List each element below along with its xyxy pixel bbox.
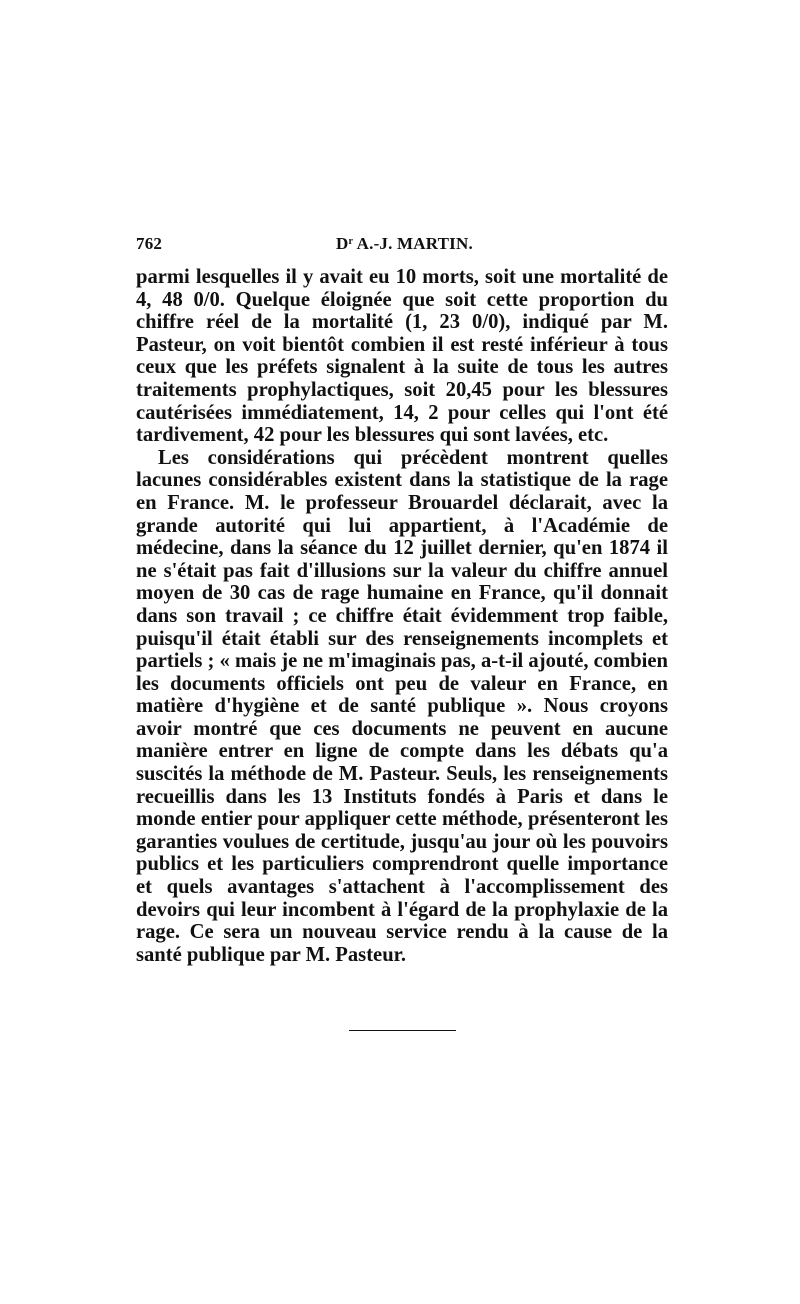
running-head-author <box>336 234 473 254</box>
author-superscript: r <box>348 236 354 247</box>
page-header <box>136 234 668 258</box>
author-name: A.-J. MARTIN. <box>353 234 473 253</box>
author-prefix: D <box>336 234 349 253</box>
page-number: 762 <box>136 234 163 253</box>
paragraph-conclusion: Les considérations qui précèdent montrent quelles lacunes considérables existent dans la statistique de la rage en France. M. le professeur Brouardel déclarait, avec la grande autorité qui lui appartient, à l'Académie de médecine, dans la séance du 12 juillet dernier, qu'en 1874 il ne s'était pas fait d'illusions sur la valeur du chiffre annuel moyen de 30 cas de rage humaine en France, qu'il donnait dans son travail ; ce chiffre était évidemment trop faible, puisqu'il était établi sur des renseignements incomplets et partiels ; « mais je ne m'imaginais pas, a-t-il ajouté, combien les documents officiels ont peu de valeur en France, en matière d'hygiène et de santé publique ». Nous croyons avoir montré que ces documents ne peuvent en aucune manière entrer en ligne de compte dans les débats qu'a suscités la méthode de M. Pasteur. Seuls, les renseignements recueillis dans les 13 Instituts fondés à Paris et dans le monde entier pour appliquer cette méthode, présenteront les garanties voulues de certitude, jusqu'au jour où les pouvoirs publics et les particuliers comprendront quelle importance et quels avantages s'attachent à l'accomplissement des devoirs qui leur incombent à l'égard de la prophylaxie de la rage. Ce sera un nouveau service rendu à la cause de la santé publique par M. Pasteur. <box>136 446 668 966</box>
closing-rule <box>349 1030 456 1031</box>
body-text <box>136 266 668 966</box>
paragraph-continuation: parmi lesquelles il y avait eu 10 morts, soit une mortalité de 4, 48 0/0. Quelque éloignée que soit cette proportion du chiffre réel de la mortalité (1, 23 0/0), indiqué par M. Pasteur, on voit bientôt combien il est resté inférieur à tous ceux que les préfets signalent à la suite de tous les autres traitements prophylactiques, soit 20,45 pour les blessures cautérisées immédiatement, 14, 2 pour celles qui l'ont été tardivement, 42 pour les blessures qui sont lavées, etc. <box>136 266 668 447</box>
